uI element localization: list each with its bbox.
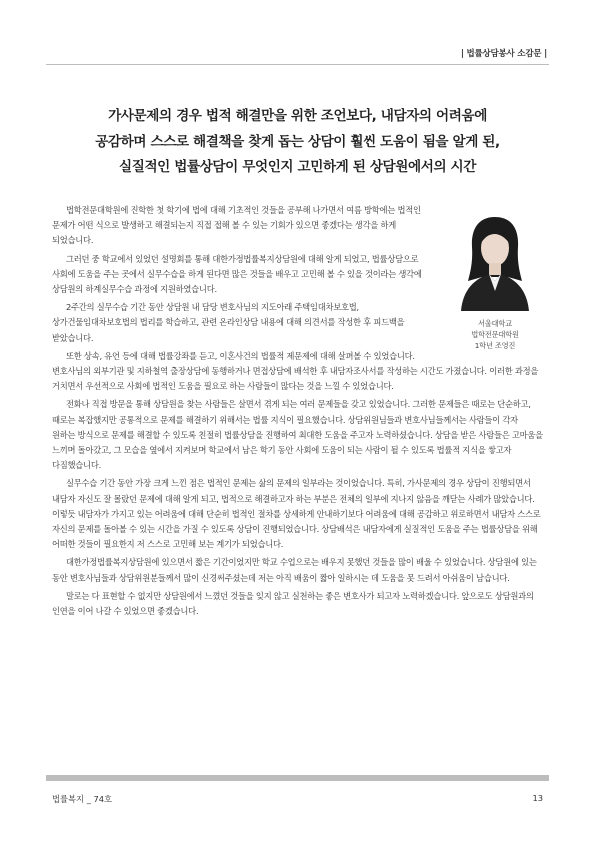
section-tag: | 법률상담봉사 소감문 |	[460, 49, 547, 59]
publication-issue: 법률복지 _ 74호	[52, 794, 113, 804]
paragraph: 2주간의 실무수습 기간 동안 상담원 내 담당 변호사님의 지도아래 주택임대차보호법, 상가건물임대차보호법의 법리를 학습하고, 관련 온라인상담 내용에 대해 의견서를 작성한 후 피드백을 받았습니다.	[52, 302, 405, 343]
paragraph: 법학전문대학원에 진학한 첫 학기에 법에 대해 기초적인 것들을 공부해 나가면서 여름 방학에는 법적인 문제가 어떤 식으로 발생하고 해결되는지 직접 접해 볼 수 있는 기회가 있으면 좋겠다는 생각을 하게 되었습니다.	[52, 205, 421, 246]
paragraph: 대한가정법률복지상담원에 있으면서 짧은 기간이었지만 학교 수업으로는 배우지 못했던 것들을 많이 배울 수 있었습니다. 상담원에 있는 동안 변호사님들과 상담위원분들께서 많이 신경써주셨는데 저는 아직 배움이 짧아 일하시는 데 도움을 못 드려서 아쉬움이 남습니다.	[52, 557, 537, 583]
paragraph: 전화나 직접 방문을 통해 상담원을 찾는 사람들은 살면서 겪게 되는 여러 문제들을 갖고 있었습니다. 그러한 문제들은 때로는 단순하고, 때로는 복잡했지만 공통적으로 문제를 해결하기 위해서는 법률 지식이 필요했습니다. 상담위원님들과 변호사님들께서는 사람들이 각자 원하는 방식으로 문제를 해결할 수 있도록 친절히 법률상담을 진행하여 최대한 도움을 주고자 노력하셨습니다. 상담을 받은 사람들은 고마움을 느끼며 돌아갔고, 그 모습을 옆에서 지켜보며 학교에서 남은 학기 동안 사회에 도움이 되는 사람이 될 수 있도록 법률적 지식을 쌓고자 다짐했습니다.	[52, 399, 543, 471]
headline-line-2: 공감하며 스스로 해결책을 찾게 돕는 상담이 훨씬 도움이 됨을 알게 된,	[95, 133, 500, 150]
paragraph: 말로는 다 표현할 수 없지만 상담원에서 느꼈던 것들을 잊지 않고 실천하는 좋은 변호사가 되고자 노력하겠습니다. 앞으로도 상담원과의 인연을 이어 나갈 수 있었으면 좋겠습니다.	[52, 590, 534, 617]
author-photo	[455, 207, 535, 311]
paragraph: 실무수습 기간 동안 가장 크게 느낀 점은 법적인 문제는 삶의 문제의 일부라는 것이었습니다. 특히, 가사문제의 경우 상담이 진행되면서 내담자 자신도 잘 몰랐던 문제에 대해 알게 되고, 법적으로 해결하고자 하는 부분은 전체의 일부에 지나지 않음을 깨닫는 사례가 많았습니다. 이렇듯 내담자가 가지고 있는 어려움에 대해 단순히 법적인 절차를 상세하게 안내하기보다 어려움에 대해 공감하고 위로하면서 내담자 스스로 자신의 문제를 돌아볼 수 있는 시간을 가질 수 있도록 상담이 진행되었습니다. 상담배석은 내담자에게 실질적인 도움을 주는 법률상담을 위해 어떠한 것들이 필요한지 저 스스로 고민해 보는 계기가 되었습니다.	[52, 478, 541, 550]
author-box	[447, 207, 543, 351]
headline	[46, 104, 549, 181]
header-divider	[46, 64, 549, 65]
page-number: 13	[532, 793, 543, 803]
author-dept: 법학전문대학원	[471, 330, 519, 340]
author-school: 서울대학교	[478, 319, 512, 329]
headline-line-1: 가사문제의 경우 법적 해결만을 위한 조언보다, 내담자의 어려움에	[108, 108, 487, 124]
headline-line-3: 실질적인 법률상담이 무엇인지 고민하게 된 상담원에서의 시간	[118, 159, 476, 175]
paragraph: 또한 상속, 유언 등에 대해 법률강좌를 듣고, 이혼사건의 법률적 제문제에 대해 살펴볼 수 있었습니다. 변호사님의 외부기관 및 지하철역 출장상담에 동행하거나 면접상담에 배석한 후 내담자조사서를 작성하는 시간도 가졌습니다. 이러한 과정을 거치면서 우선적으로 사회에 법적인 도움을 필요로 하는 사람들이 많다는 것을 느낄 수 있었습니다.	[52, 350, 539, 392]
article-body	[52, 203, 543, 622]
paragraph: 그러던 중 학교에서 있었던 설명회를 통해 대한가정법률복지상담원에 대해 알게 되었고, 법률상담으로 사회에 도움을 주는 곳에서 실무수습을 하게 된다면 많은 것들을 배우고 고민해 볼 수 있을 것이라는 생각에 상담원의 하계실무수습 과정에 지원하였습니다.	[52, 253, 422, 295]
author-caption	[447, 318, 543, 351]
footer-bar	[46, 775, 549, 781]
author-name: 1학년 조영진	[474, 341, 516, 351]
